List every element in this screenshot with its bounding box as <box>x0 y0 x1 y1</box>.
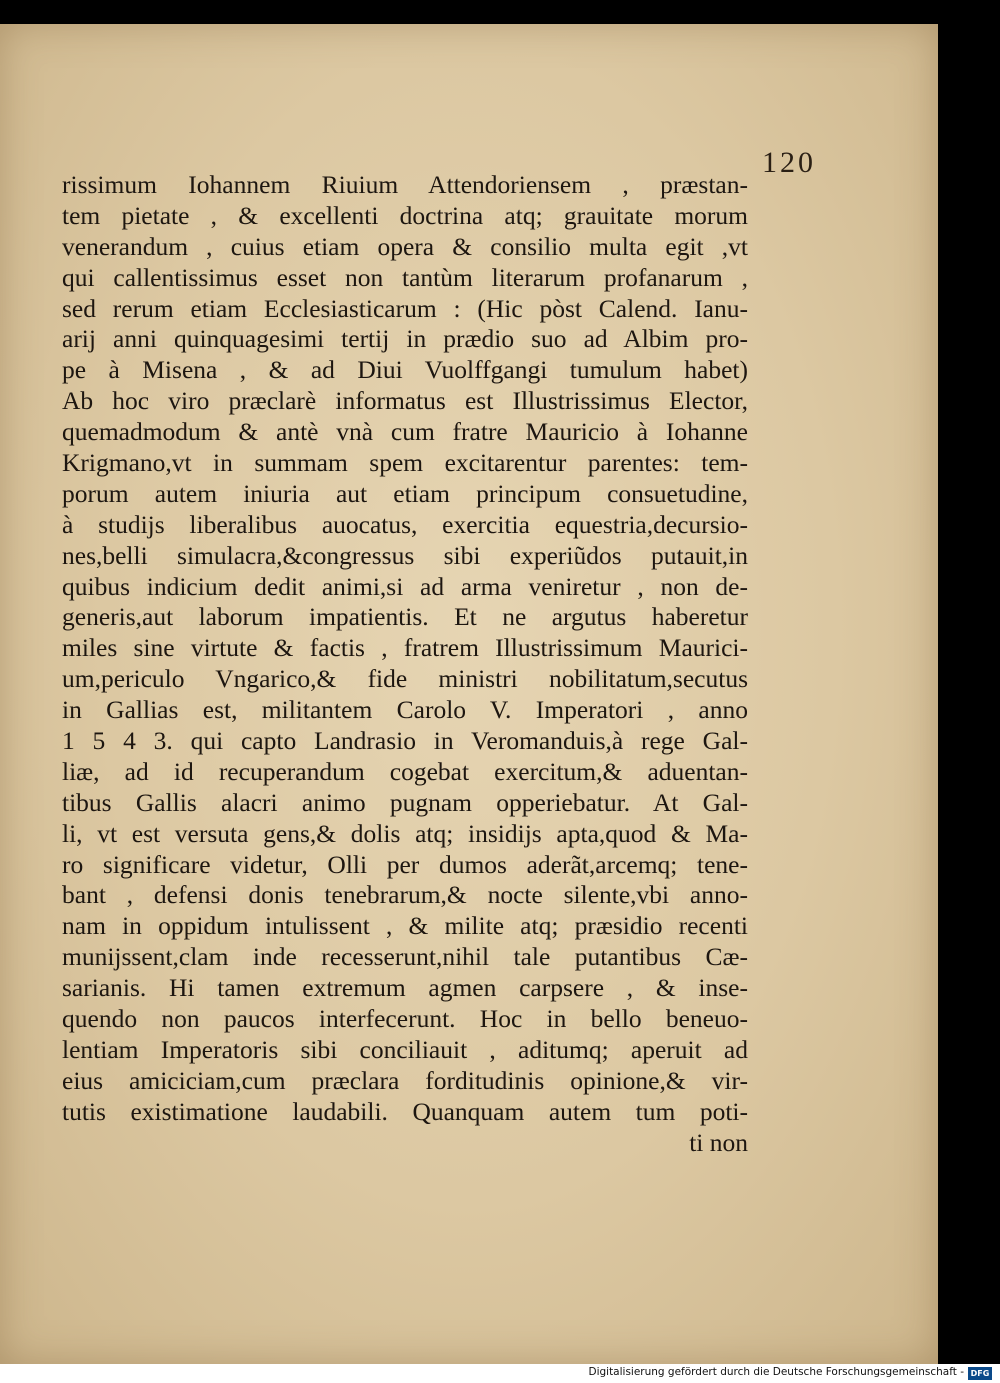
text-line: tem pietate , & excellenti doctrina atq; grauitate morum <box>62 200 748 230</box>
dfg-logo-icon: DFG <box>968 1367 992 1380</box>
text-line: Krigmano,vt in summam spem excitarentur parentes: tem- <box>62 448 748 478</box>
text-line: 1 5 4 3. qui capto Landrasio in Veromanduis,à rege Gal- <box>62 726 748 756</box>
text-line: ro significare videtur, Olli per dumos aderãt,arcemq; tene- <box>62 849 748 879</box>
text-line: quemadmodum & antè vnà cum fratre Mauricio à Iohanne <box>62 417 748 447</box>
text-line: liæ, ad id recuperandum cogebat exercitum,& aduentan- <box>62 756 748 786</box>
text-line: sed rerum etiam Ecclesiasticarum : (Hic pòst Calend. Ianu- <box>62 293 748 323</box>
text-line: li, vt est versuta gens,& dolis atq; insidijs apta,quod & Ma- <box>62 818 748 848</box>
footer-credit: Digitalisierung gefördert durch die Deutsche Forschungsgemeinschaft - <box>588 1366 964 1378</box>
text-line: rissimum Iohannem Riuium Attendoriensem , præstan- <box>62 170 748 199</box>
text-line: quendo non paucos interfecerunt. Hoc in bello beneuo- <box>62 1004 748 1034</box>
text-line: porum autem iniuria aut etiam principum consuetudine, <box>62 478 748 508</box>
book-page <box>0 24 938 1364</box>
digitization-footer <box>0 1364 1000 1383</box>
text-line: qui callentissimus esset non tantùm literarum profanarum , <box>62 262 748 292</box>
text-line: munijssent,clam inde recesserunt,nihil tale putantibus Cæ- <box>62 942 748 972</box>
text-line: tibus Gallis alacri animo pugnam opperiebatur. At Gal- <box>62 787 748 817</box>
body-text <box>62 170 748 1159</box>
text-line: eius amiciciam,cum præclara forditudinis opinione,& vir- <box>62 1065 748 1095</box>
text-line: miles sine virtute & factis , fratrem Illustrissimum Maurici- <box>62 633 748 663</box>
text-line: quibus indicium dedit animi,si ad arma veniretur , non de- <box>62 571 748 601</box>
text-line: nes,belli simulacra,&congressus sibi experiũdos putauit,in <box>62 540 748 570</box>
catchword: ti non <box>689 1127 748 1157</box>
text-line: à studijs liberalibus auocatus, exercitia equestria,decursio- <box>62 509 748 539</box>
text-line: sarianis. Hi tamen extremum agmen carpsere , & inse- <box>62 973 748 1003</box>
text-line: in Gallias est, militantem Carolo V. Imperatori , anno <box>62 695 748 725</box>
text-line: Ab hoc viro præclarè informatus est Illustrissimus Elector, <box>62 386 748 416</box>
text-line: lentiam Imperatoris sibi conciliauit , aditumq; aperuit ad <box>62 1034 748 1064</box>
text-line: um,periculo Vngarico,& fide ministri nobilitatum,secutus <box>62 664 748 694</box>
text-line: arij anni quinquagesimi tertij in prædio suo ad Albim pro- <box>62 324 748 354</box>
text-line: venerandum , cuius etiam opera & consilio multa egit ,vt <box>62 231 748 261</box>
text-line: bant , defensi donis tenebrarum,& nocte silente,vbi anno- <box>62 880 748 910</box>
text-line: nam in oppidum intulissent , & milite atq; præsidio recenti <box>62 911 748 941</box>
text-line: pe à Misena , & ad Diui Vuolffgangi tumulum habet) <box>62 355 748 385</box>
page-number-text: 120 <box>762 146 816 179</box>
text-line: generis,aut laborum impatientis. Et ne argutus haberetur <box>62 602 748 632</box>
text-line: tutis existimatione laudabili. Quanquam autem tum poti- <box>62 1096 748 1126</box>
